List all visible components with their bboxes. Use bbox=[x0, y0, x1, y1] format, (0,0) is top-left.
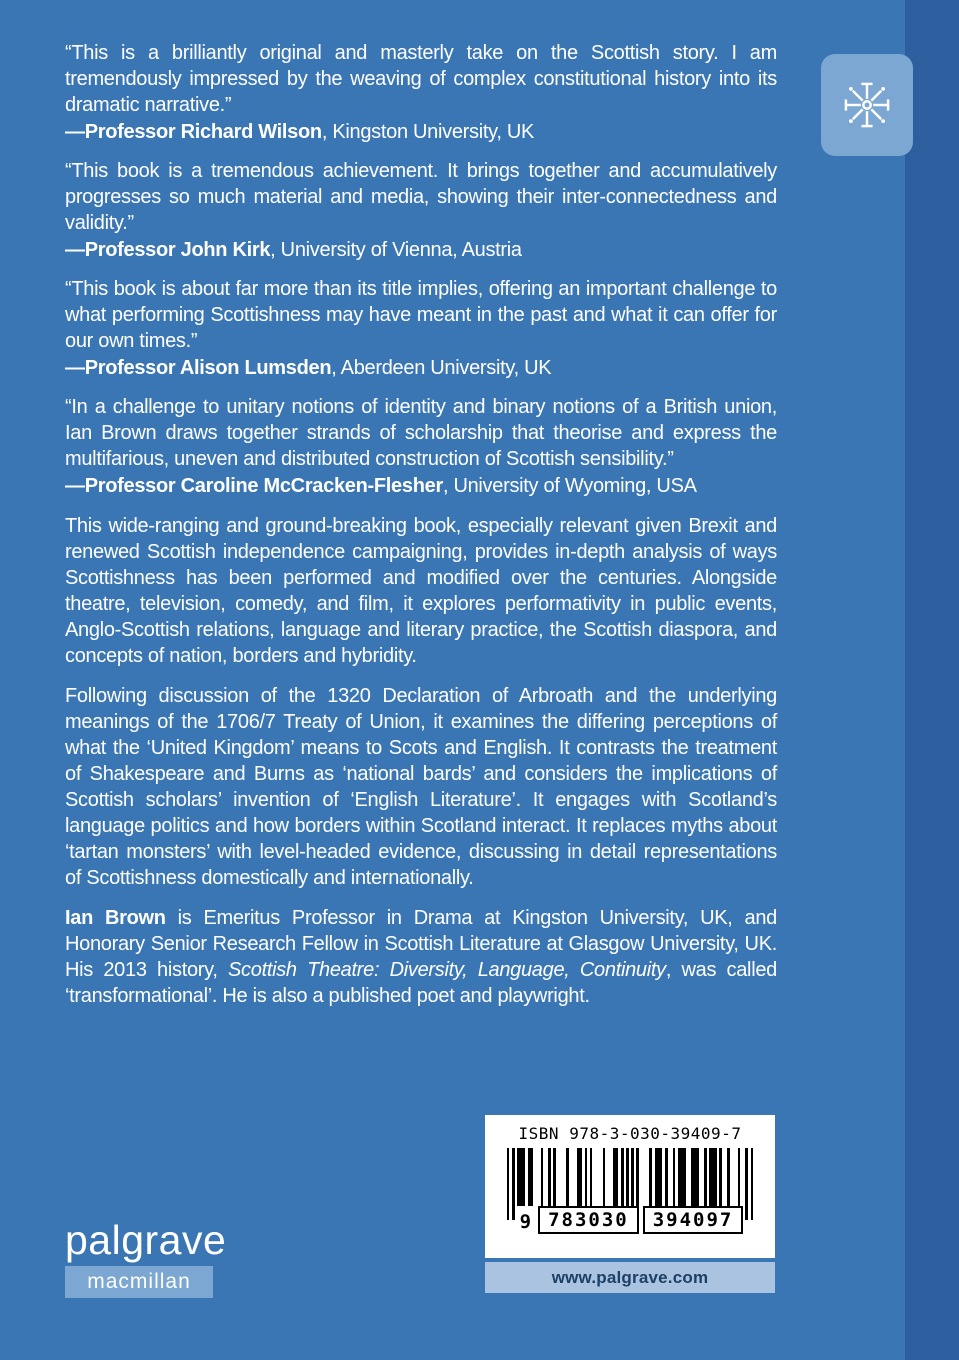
bio-text-before-title: is Emeritus Professor in Drama at Kingston University, UK, and Honorary Senior Research Fellow in Scottish Literature at Glasgow University, UK. His 2013 history, bbox=[65, 907, 777, 981]
endorsement-quote bbox=[65, 40, 777, 145]
author-bio bbox=[65, 905, 777, 1009]
macmillan-imprint: macmillan bbox=[65, 1266, 213, 1298]
bio-book-title: Scottish Theatre: Diversity, Language, Continuity bbox=[228, 959, 666, 981]
quote-affiliation: , University of Wyoming, USA bbox=[442, 475, 697, 497]
bio-text-after-title: , was called ‘transformational’. He is also a published poet and playwright. bbox=[65, 959, 777, 1007]
endorsement-quote bbox=[65, 276, 777, 381]
palgrave-wordmark: palgrave bbox=[65, 1217, 227, 1263]
quote-author: —Professor John Kirk bbox=[65, 239, 271, 261]
quote-author: —Professor Alison Lumsden bbox=[65, 357, 332, 379]
endorsement-quote bbox=[65, 158, 777, 263]
description-paragraph: Following discussion of the 1320 Declaration of Arbroath and the underlying meanings of the 1706/7 Treaty of Union, it examines the differing perceptions of what the ‘United Kingdom’ means to Scots and English. It contrasts the treatment of Shakespeare and Burns as ‘national bards’ and considers the implications of Scottish scholars’ invention of ‘English Literature’. It engages with Scotland’s language politics and how borders within Scotland interact. It replaces myths about ‘tartan monsters’ with level-headed evidence, discussing in detail representations of Scottishness domestically and internationally. bbox=[65, 685, 777, 889]
endorsement-quote bbox=[65, 394, 777, 499]
quote-affiliation: , Aberdeen University, UK bbox=[331, 357, 552, 379]
quote-affiliation: , University of Vienna, Austria bbox=[270, 239, 522, 261]
book-description bbox=[65, 513, 777, 891]
palgrave-pivot-tab bbox=[821, 54, 913, 156]
quote-text: “This book is about far more than its title implies, offering an important challenge to what performing Scottishness may have meant in the past and what it can offer for our own times.” bbox=[65, 278, 777, 352]
right-edge-band bbox=[905, 0, 959, 1360]
description-paragraph: This wide-ranging and ground-breaking book, especially relevant given Brexit and renewed Scottish independence campaigning, provides in-depth analysis of ways Scottishness has been performed and modified over the centuries. Alongside theatre, television, comedy, and film, it explores performativity in public events, Anglo-Scottish relations, language and literary practice, the Scottish diaspora, and concepts of nation, borders and hybridity. bbox=[65, 515, 777, 667]
quote-attribution bbox=[65, 119, 777, 145]
isbn-label: ISBN 978-3-030-39409-7 bbox=[518, 1124, 742, 1143]
quote-text: “This book is a tremendous achievement. It brings together and accumulatively progresses so much material and media, showing their inter-connectedness and validity.” bbox=[65, 160, 777, 234]
barcode-digit-group: 783030 bbox=[538, 1206, 639, 1234]
quote-text: “This is a brilliantly original and masterly take on the Scottish story. I am tremendously impressed by the weaving of complex constitutional history into its dramatic narrative.” bbox=[65, 42, 777, 116]
barcode-digits bbox=[517, 1206, 744, 1234]
barcode-digit-lead: 9 bbox=[517, 1210, 534, 1234]
quote-attribution bbox=[65, 473, 777, 499]
quote-attribution bbox=[65, 237, 777, 263]
quote-author: —Professor Caroline McCracken-Flesher bbox=[65, 475, 443, 497]
author-name: Ian Brown bbox=[65, 907, 166, 929]
quote-text: “In a challenge to unitary notions of identity and binary notions of a British union, Ian Brown draws together strands of scholarship that theorise and express the multifarious, uneven and distributed construction of Scottish sensibility.” bbox=[65, 396, 777, 470]
quote-attribution bbox=[65, 355, 777, 381]
publisher-logo bbox=[65, 1217, 227, 1298]
isbn-barcode-block bbox=[485, 1115, 775, 1258]
quote-author: —Professor Richard Wilson bbox=[65, 121, 322, 143]
barcode-digit-group: 394097 bbox=[643, 1206, 744, 1234]
quote-affiliation: , Kingston University, UK bbox=[321, 121, 535, 143]
publisher-website: www.palgrave.com bbox=[485, 1262, 775, 1293]
palgrave-pivot-icon bbox=[836, 74, 898, 136]
back-cover-text bbox=[65, 40, 777, 1009]
